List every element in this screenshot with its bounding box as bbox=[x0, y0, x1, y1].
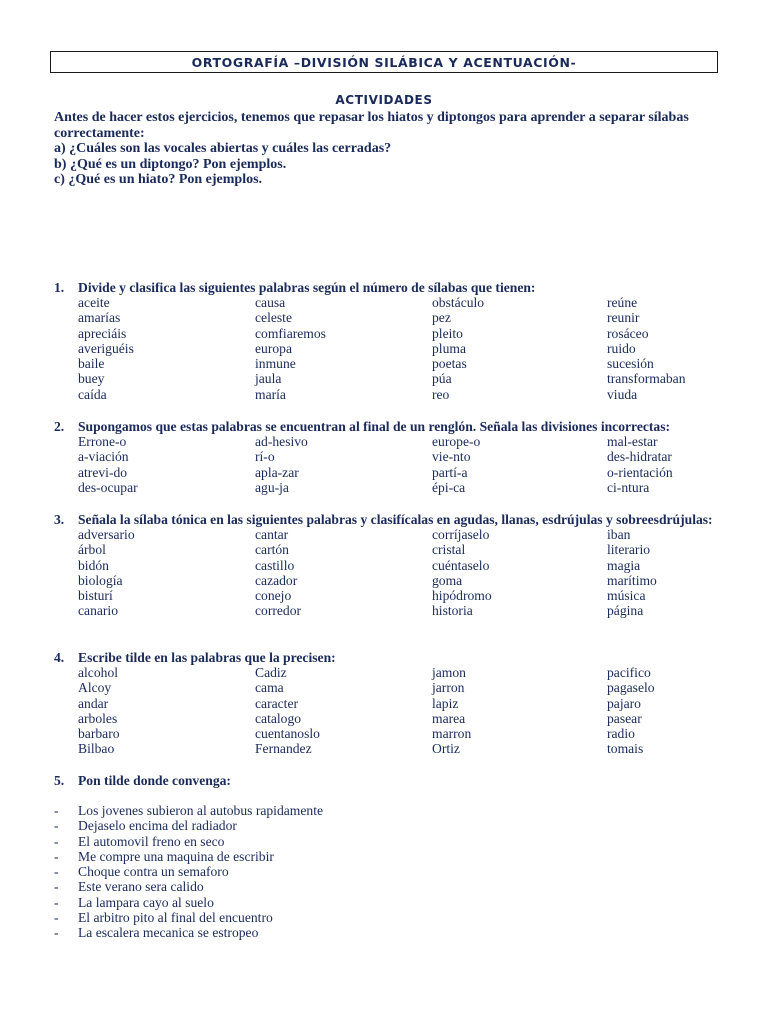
intro-question: a) ¿Cuáles son las vocales abiertas y cuáles las cerradas? bbox=[54, 141, 392, 156]
word-item: alcohol bbox=[78, 665, 119, 680]
word-item: goma bbox=[432, 572, 463, 588]
word-item: cazador bbox=[255, 572, 298, 588]
page-title: ORTOGRAFÍA –DIVISIÓN SILÁBICA Y ACENTUACIÓN- bbox=[50, 51, 718, 73]
word-item: radio bbox=[607, 726, 635, 742]
word-item: árbol bbox=[78, 542, 106, 558]
bullet-dash: - bbox=[54, 925, 59, 941]
exercise-number: 1. bbox=[54, 280, 65, 295]
word-item: ad-hesivo bbox=[255, 434, 308, 449]
word-item: reo bbox=[432, 386, 450, 402]
word-item: literario bbox=[607, 542, 651, 558]
bullet-dash: - bbox=[54, 894, 59, 910]
word-item: reúne bbox=[607, 295, 638, 310]
word-item: averiguéis bbox=[78, 340, 134, 356]
exercise-instruction: Divide y clasifica las siguientes palabras según el número de sílabas que tienen: bbox=[78, 280, 536, 295]
word-item: aceite bbox=[78, 295, 110, 310]
word-item: reunir bbox=[607, 310, 640, 326]
word-item: adversario bbox=[78, 527, 135, 542]
word-item: apreciáis bbox=[78, 325, 127, 341]
word-item: pez bbox=[432, 310, 451, 326]
word-item: corríjaselo bbox=[432, 527, 490, 542]
word-item: amarías bbox=[78, 310, 121, 326]
intro-question: b) ¿Qué es un diptongo? Pon ejemplos. bbox=[54, 156, 287, 172]
word-item: comfiaremos bbox=[255, 325, 326, 341]
sentence-list bbox=[54, 803, 323, 941]
word-item: cama bbox=[255, 680, 284, 696]
exercise-1 bbox=[54, 280, 716, 402]
sentence-text: Choque contra un semaforo bbox=[78, 864, 229, 880]
word-item: partí-a bbox=[432, 464, 468, 480]
word-grid bbox=[78, 527, 716, 619]
sentence-item bbox=[54, 879, 323, 894]
exercise-heading bbox=[54, 280, 716, 295]
word-item: des-ocupar bbox=[78, 479, 138, 495]
word-item: jaula bbox=[255, 371, 282, 387]
sentence-item bbox=[54, 864, 323, 879]
word-item: agu-ja bbox=[255, 479, 289, 495]
exercise-heading bbox=[54, 773, 716, 788]
word-item: Ortiz bbox=[432, 741, 460, 757]
word-item: cristal bbox=[432, 542, 466, 558]
word-item: poetas bbox=[432, 356, 467, 372]
word-item: bisturí bbox=[78, 588, 113, 604]
exercise-number: 4. bbox=[54, 650, 65, 665]
word-item: o-rientación bbox=[607, 464, 673, 480]
bullet-dash: - bbox=[54, 803, 59, 818]
word-item: pluma bbox=[432, 340, 466, 356]
word-item: biología bbox=[78, 572, 123, 588]
sentence-text: Me compre una maquina de escribir bbox=[78, 848, 274, 864]
exercise-number: 5. bbox=[54, 773, 65, 788]
word-item: apla-zar bbox=[255, 464, 299, 480]
exercise-4 bbox=[54, 650, 716, 757]
word-item: mal-estar bbox=[607, 434, 658, 449]
exercise-heading bbox=[54, 650, 716, 665]
word-item: baile bbox=[78, 356, 105, 372]
exercise-number: 3. bbox=[54, 512, 65, 527]
word-item: europa bbox=[255, 340, 292, 356]
sentence-text: Los jovenes subieron al autobus rapidamente bbox=[78, 803, 323, 818]
exercise-heading bbox=[54, 512, 716, 527]
word-item: cantar bbox=[255, 527, 289, 542]
sentence-text: El arbitro pito al final del encuentro bbox=[78, 910, 273, 926]
exercise-instruction: Pon tilde donde convenga: bbox=[78, 773, 231, 788]
word-item: hipódromo bbox=[432, 588, 492, 604]
word-item: bidón bbox=[78, 557, 109, 573]
word-item: cuéntaselo bbox=[432, 557, 490, 573]
word-item: conejo bbox=[255, 588, 292, 604]
sentence-item bbox=[54, 895, 323, 910]
word-item: pasear bbox=[607, 710, 642, 726]
activities-heading: ACTIVIDADES bbox=[335, 93, 433, 107]
bullet-dash: - bbox=[54, 910, 59, 926]
word-item: pagaselo bbox=[607, 680, 655, 696]
word-item: catalogo bbox=[255, 710, 302, 726]
word-item: marron bbox=[432, 726, 472, 742]
word-item: sucesión bbox=[607, 356, 654, 372]
word-item: buey bbox=[78, 371, 105, 387]
bullet-dash: - bbox=[54, 879, 59, 895]
word-item: épi-ca bbox=[432, 479, 466, 495]
bullet-dash: - bbox=[54, 848, 59, 864]
word-item: a-viación bbox=[78, 449, 129, 465]
word-item: pajaro bbox=[607, 695, 641, 711]
word-item: caída bbox=[78, 386, 107, 402]
word-item: púa bbox=[432, 371, 452, 387]
word-item: marea bbox=[432, 710, 466, 726]
word-item: tomais bbox=[607, 741, 644, 757]
word-item: ci-ntura bbox=[607, 479, 650, 495]
bullet-dash: - bbox=[54, 818, 59, 834]
word-item: castillo bbox=[255, 557, 295, 573]
intro-text: Antes de hacer estos ejercicios, tenemos que repasar los hiatos y diptongos para aprender a separar sílabas correctamente: bbox=[54, 110, 689, 141]
sentence-text: Dejaselo encima del radiador bbox=[78, 818, 237, 834]
word-item: Alcoy bbox=[78, 680, 112, 696]
word-item: caracter bbox=[255, 695, 298, 711]
word-grid bbox=[78, 434, 716, 495]
bullet-dash: - bbox=[54, 833, 59, 849]
word-item: transformaban bbox=[607, 371, 686, 387]
word-item: Errone-o bbox=[78, 434, 127, 449]
word-item: música bbox=[607, 588, 646, 604]
word-item: corredor bbox=[255, 603, 302, 619]
word-item: cartón bbox=[255, 542, 289, 558]
word-item: iban bbox=[607, 527, 631, 542]
word-grid bbox=[78, 665, 716, 757]
exercise-heading bbox=[54, 419, 716, 434]
exercise-instruction: Escribe tilde en las palabras que la precisen: bbox=[78, 650, 336, 665]
word-item: inmune bbox=[255, 356, 296, 372]
sentence-item bbox=[54, 925, 323, 940]
word-item: rosáceo bbox=[607, 325, 649, 341]
exercise-2 bbox=[54, 419, 716, 495]
word-item: viuda bbox=[607, 386, 638, 402]
word-item: maría bbox=[255, 386, 286, 402]
word-item: pacifico bbox=[607, 665, 651, 680]
word-item: canario bbox=[78, 603, 118, 619]
word-item: marítimo bbox=[607, 572, 657, 588]
word-item: cuentanoslo bbox=[255, 726, 320, 742]
word-item: Cadiz bbox=[255, 665, 287, 680]
word-item: causa bbox=[255, 295, 286, 310]
sentence-item bbox=[54, 910, 323, 925]
exercise-3 bbox=[54, 512, 716, 619]
word-item: Fernandez bbox=[255, 741, 312, 757]
sentence-text: La escalera mecanica se estropeo bbox=[78, 925, 259, 941]
sentence-item bbox=[54, 834, 323, 849]
sentence-text: Este verano sera calido bbox=[78, 879, 204, 895]
word-item: andar bbox=[78, 695, 109, 711]
word-item: historia bbox=[432, 603, 473, 619]
word-item: Bilbao bbox=[78, 741, 115, 757]
exercise-instruction: Señala la sílaba tónica en las siguientes palabras y clasifícalas en agudas, llanas, esdrújulas y sobreesdrújulas: bbox=[78, 512, 713, 527]
exercise-instruction: Supongamos que estas palabras se encuentran al final de un renglón. Señala las divisiones incorrectas: bbox=[78, 419, 671, 434]
word-item: vie-nto bbox=[432, 449, 471, 465]
word-item: página bbox=[607, 603, 644, 619]
sentence-text: El automovil freno en seco bbox=[78, 833, 225, 849]
word-item: atrevi-do bbox=[78, 464, 128, 480]
word-item: obstáculo bbox=[432, 295, 485, 310]
exercise-5 bbox=[54, 773, 716, 788]
exercise-number: 2. bbox=[54, 419, 65, 434]
bullet-dash: - bbox=[54, 864, 59, 880]
intro-question: c) ¿Qué es un hiato? Pon ejemplos. bbox=[54, 172, 263, 187]
word-item: ruido bbox=[607, 340, 636, 356]
word-item: lapiz bbox=[432, 695, 459, 711]
word-item: jamon bbox=[432, 665, 466, 680]
intro-block bbox=[54, 110, 716, 188]
word-item: pleito bbox=[432, 325, 463, 341]
word-item: arboles bbox=[78, 710, 118, 726]
sentence-text: La lampara cayo al suelo bbox=[78, 894, 214, 910]
word-item: magia bbox=[607, 557, 641, 573]
word-item: des-hidratar bbox=[607, 449, 672, 465]
word-item: rí-o bbox=[255, 449, 275, 465]
sentence-item bbox=[54, 803, 323, 818]
sentence-item bbox=[54, 818, 323, 833]
word-grid bbox=[78, 295, 716, 402]
word-item: jarron bbox=[432, 680, 465, 696]
word-item: europe-o bbox=[432, 434, 481, 449]
word-item: barbaro bbox=[78, 726, 120, 742]
sentence-item bbox=[54, 849, 323, 864]
word-item: celeste bbox=[255, 310, 292, 326]
